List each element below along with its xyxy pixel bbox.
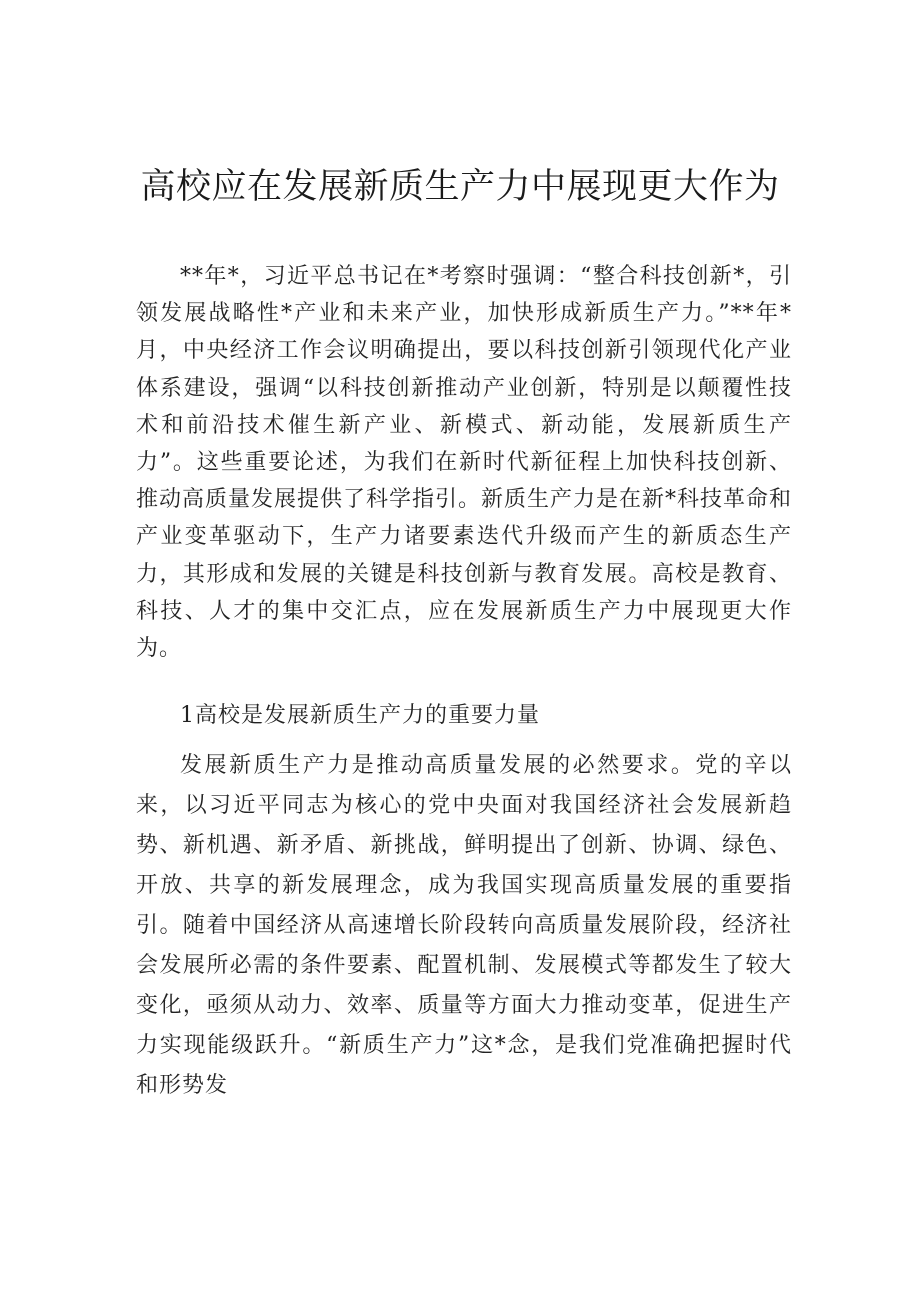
- section-heading: 1高校是发展新质生产力的重要力量: [180, 703, 540, 728]
- section-paragraph: 发展新质生产力是推动高质量发展的必然要求。党的辛以来，以习近平同志为核心的党中央面对我国经济社会发展新趋势、新机遇、新矛盾、新挑战，鲜明提出了创新、协调、绿色、开放、共享的新发展理念，成为我国实现高质量发展的重要指引。随着中国经济从高速增长阶段转向高质量发展阶段，经济社会发展所必需的条件要素、配置机制、发展模式等都发生了较大变化，亟须从动力、效率、质量等方面大力推动变革，促进生产力实现能级跃升。“新质生产力”这*念，是我们党准确把握时代和形势发: [136, 753, 792, 1098]
- intro-paragraph: **年*，习近平总书记在*考察时强调：“整合科技创新*，引领发展战略性*产业和未来产业，加快形成新质生产力。”**年*月，中央经济工作会议明确提出，要以科技创新引领现代化产业体系建设，强调“以科技创新推动产业创新，特别是以颠覆性技术和前沿技术催生新产业、新模式、新动能，发展新质生产力”。这些重要论述，为我们在新时代新征程上加快科技创新、推动高质量发展提供了科学指引。新质生产力是在新*科技革命和产业变革驱动下，生产力诸要素迭代升级而产生的新质态生产力，其形成和发展的关键是科技创新与教育发展。高校是教育、科技、人才的集中交汇点，应在发展新质生产力中展现更大作为。: [136, 264, 793, 662]
- document-title: 高校应在发展新质生产力中展现更大作为: [140, 167, 780, 207]
